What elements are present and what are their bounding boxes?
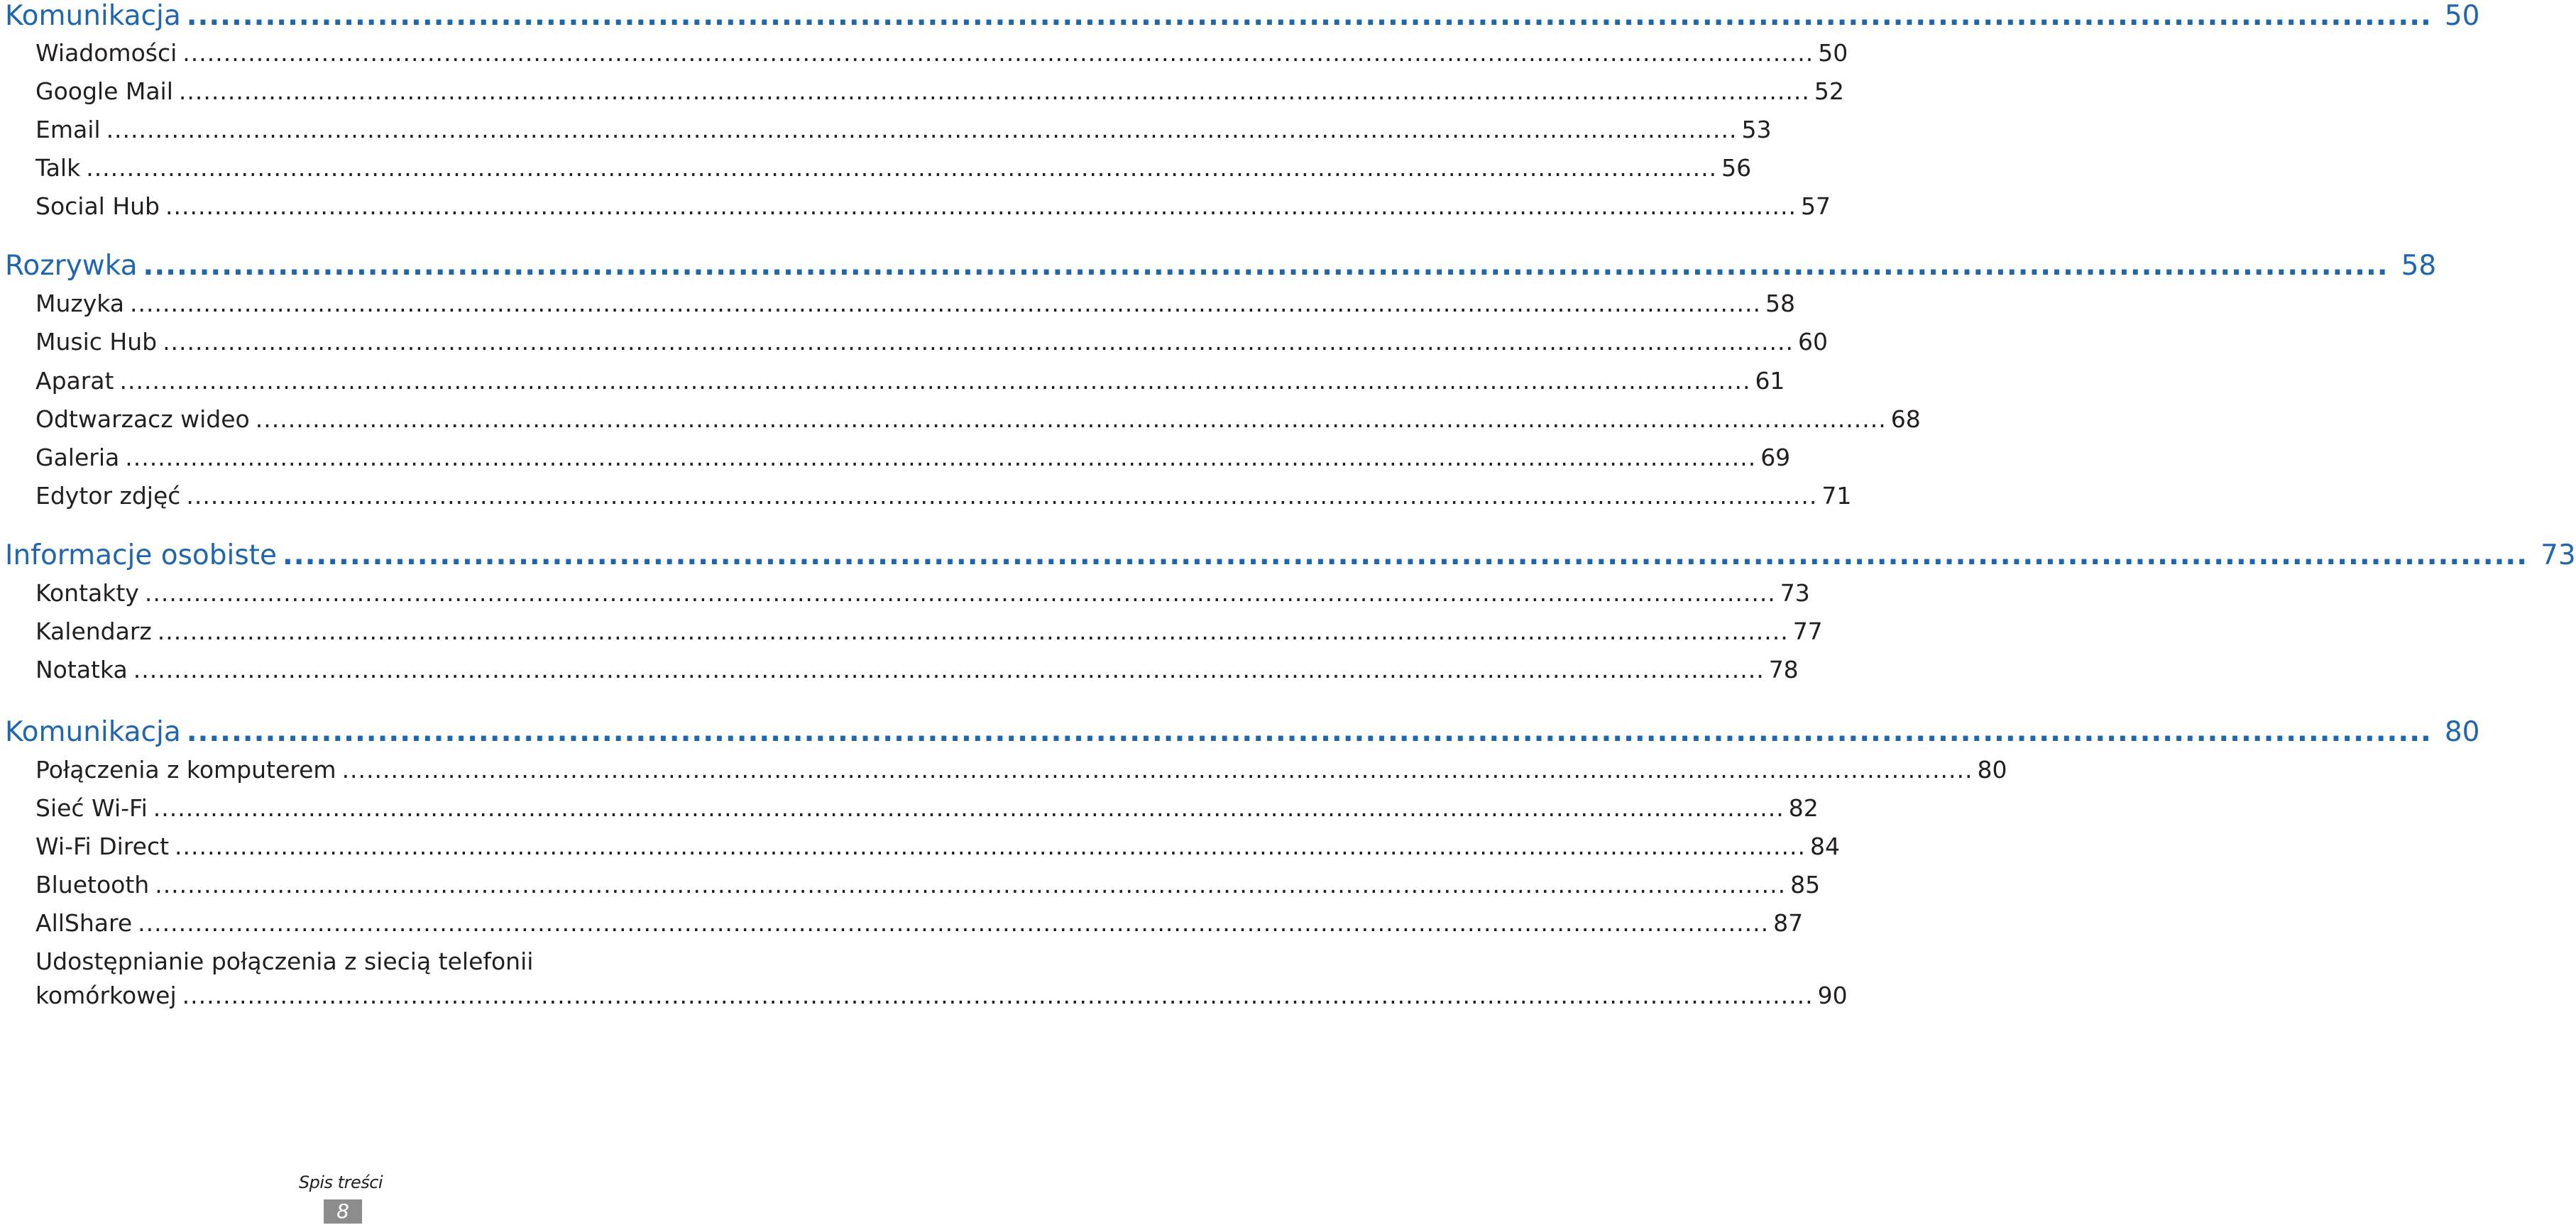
dot-leader: ........................................................................................................................................................................................................ [125,444,1757,471]
dot-leader: ........................................................................................................................................................................................................ [133,656,1765,683]
toc-entry-label: Galeria [35,444,120,471]
toc-entry-page: 58 [1765,290,1795,317]
toc-entry-label: Muzyka [35,290,124,317]
toc-entry[interactable] [35,444,1791,471]
footer-page-number: 8 [324,1199,362,1224]
toc-entry-label: Google Mail [35,77,173,105]
toc-entry-label-line1: Udostępnianie połączenia z siecią telefonii [35,947,534,975]
dot-leader: ........................................................................................................................................................................................................ [186,716,2432,748]
toc-entry-label: Sieć Wi-Fi [35,794,148,822]
toc-entry[interactable] [35,617,1823,645]
dot-leader: ........................................................................................................................................................................................................ [186,482,1818,510]
toc-entry[interactable] [35,909,1804,937]
toc-entry[interactable] [35,77,1844,105]
toc-entry[interactable] [35,367,1785,395]
dot-leader: ........................................................................................................................................................................................................ [153,794,1785,822]
toc-entry[interactable] [35,794,1819,822]
toc-entry-page: 68 [1890,405,1921,433]
dot-leader: ........................................................................................................................................................................................................ [157,617,1789,645]
toc-entry-label: Music Hub [35,328,158,356]
toc-entry-page: 87 [1773,909,1804,937]
toc-entry-page: 53 [1741,116,1772,143]
toc-entry[interactable] [35,290,1795,317]
toc-entry-label: Notatka [35,656,128,683]
dot-leader: ........................................................................................................................................................................................................ [182,982,1814,1009]
dot-leader: ........................................................................................................................................................................................................ [163,328,1794,356]
toc-heading-label: Informacje osobiste [5,539,277,571]
toc-entry-page: 50 [1818,39,1848,67]
toc-entry-page: 52 [1814,77,1844,105]
toc-entry[interactable] [35,579,1810,607]
toc-heading[interactable] [5,539,2576,571]
dot-leader: ........................................................................................................................................................................................................ [165,192,1797,220]
dot-leader: ........................................................................................................................................................................................................ [182,39,1814,67]
toc-entry-label: Email [35,116,101,143]
toc-heading[interactable] [5,250,2437,282]
toc-entry-page: 71 [1821,482,1852,510]
dot-leader: ........................................................................................................................................................................................................ [255,405,1887,433]
toc-entry-page: 69 [1760,444,1791,471]
toc-entry-page: 56 [1721,154,1752,182]
dot-leader: ........................................................................................................................................................................................................ [143,250,2389,282]
toc-entry-label: Połączenia z komputerem [35,756,336,784]
dot-leader: ........................................................................................................................................................................................................ [155,871,1787,899]
toc-entry-wrapped-line1[interactable] [35,947,675,975]
toc-entry[interactable] [35,154,1752,182]
toc-entry-label: Bluetooth [35,871,150,899]
toc-heading[interactable] [5,716,2480,748]
toc-heading-page: 80 [2444,716,2480,748]
toc-entry-label: Wi-Fi Direct [35,833,170,860]
toc-entry-page: 85 [1790,871,1821,899]
toc-entry-wrapped-line2[interactable] [35,982,1848,1009]
footer-section-label: Spis treści [298,1172,383,1192]
dot-leader: ........................................................................................................................................................................................................ [186,0,2432,32]
toc-entry[interactable] [35,756,2007,784]
toc-heading-page: 58 [2401,250,2437,282]
toc-entry-label: AllShare [35,909,133,937]
toc-entry-label: Edytor zdjęć [35,482,181,510]
toc-entry[interactable] [35,116,1772,143]
toc-entry-label: Kalendarz [35,617,152,645]
dot-leader: ........................................................................................................................................................................................................ [144,579,1776,607]
dot-leader: ........................................................................................................................................................................................................ [106,116,1738,143]
toc-entry[interactable] [35,328,1829,356]
toc-entry[interactable] [35,39,1848,67]
dot-leader: ........................................................................................................................................................................................................ [175,833,1806,860]
toc-entry-label-line2: komórkowej [35,982,177,1009]
toc-entry-label: Aparat [35,367,114,395]
toc-heading[interactable] [5,0,2480,32]
toc-entry[interactable] [35,833,1840,860]
toc-entry-page: 60 [1798,328,1829,356]
toc-entry[interactable] [35,656,1799,683]
toc-entry-label: Kontakty [35,579,139,607]
toc-entry-page: 90 [1817,982,1848,1009]
toc-heading-label: Komunikacja [5,716,181,748]
dot-leader: ........................................................................................................................................................................................................ [178,77,1810,105]
dot-leader: ........................................................................................................................................................................................................ [119,367,1751,395]
toc-entry-page: 57 [1800,192,1831,220]
toc-entry-label: Odtwarzacz wideo [35,405,250,433]
toc-entry-label: Wiadomości [35,39,177,67]
toc-entry[interactable] [35,405,1921,433]
dot-leader: ........................................................................................................................................................................................................ [138,909,1770,937]
toc-entry-page: 78 [1768,656,1799,683]
toc-entry-page: 61 [1755,367,1785,395]
toc-entry[interactable] [35,482,1852,510]
toc-entry-page: 73 [1780,579,1810,607]
toc-heading-page: 50 [2444,0,2480,32]
toc-heading-label: Rozrywka [5,250,138,282]
toc-heading-page: 73 [2541,539,2576,571]
toc-entry[interactable] [35,192,1831,220]
toc-entry[interactable] [35,871,1821,899]
toc-entry-page: 82 [1788,794,1819,822]
toc-entry-label: Talk [35,154,81,182]
dot-leader: ........................................................................................................................................................................................................ [341,756,1973,784]
dot-leader: ........................................................................................................................................................................................................ [130,290,1761,317]
toc-entry-page: 77 [1792,617,1823,645]
toc-entry-page: 84 [1809,833,1840,860]
toc-entry-label: Social Hub [35,192,160,220]
dot-leader: ........................................................................................................................................................................................................ [282,539,2528,571]
toc-heading-label: Komunikacja [5,0,181,32]
toc-entry-page: 80 [1977,756,2007,784]
dot-leader: ........................................................................................................................................................................................................ [86,154,1718,182]
